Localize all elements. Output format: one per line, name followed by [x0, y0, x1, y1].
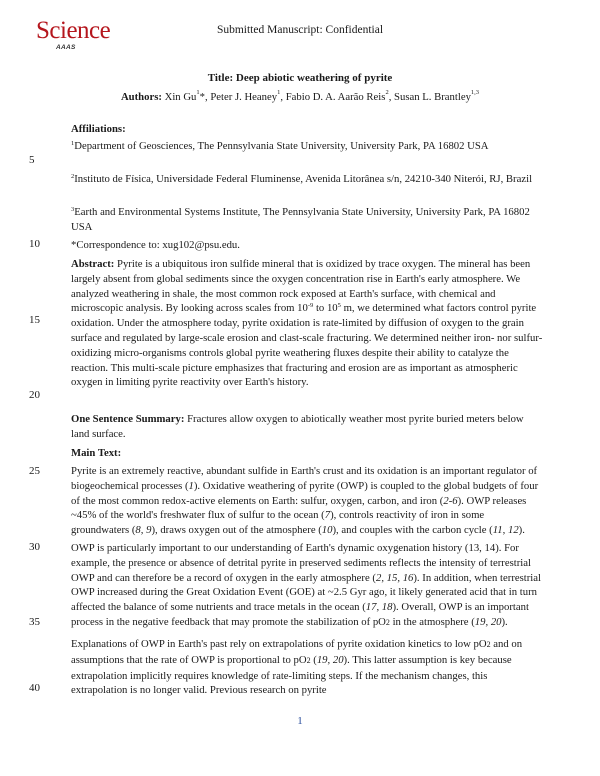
line-number: 25	[29, 465, 40, 477]
logo-aaas: AAAS	[56, 44, 76, 51]
line-number: 5	[29, 154, 35, 166]
logo-wordmark: Science	[36, 17, 111, 44]
affiliation-2: $^2$Instituto de Física, Universidade Federal Fluminense, Avenida Litorânea s/n, 24210-340 Niterói, RJ, Brazil	[71, 173, 533, 185]
author-sup: 1,3	[470, 89, 480, 96]
affiliations-heading: Affiliations:	[71, 123, 126, 135]
main-paragraph-1: Pyrite is an extremely reactive, abundant sulfide in Earth's crust and its oxidation is an important regulator of biogeochemical processes (1). Oxidative weathering of pyrite (OWP) is coupled to the global budgets of four of the most common redox-active elements on Earth: sulfur, oxygen, carbon, and iron (2-6). OWP releases ~45% of the world's freshwater flux of sulfur to the ocean (7), controls reactivity of iron in some groundwaters (8, 9), draws oxygen out of the atmosphere (10), and couples with the carbon cycle (11, 12).	[71, 465, 539, 537]
affiliation-1: $^1$Department of Geosciences, The Pennsylvania State University, University Park, PA 16802 USA	[71, 140, 489, 152]
line-number: 15	[29, 314, 40, 326]
author-list	[0, 91, 600, 103]
main-paragraph-3: Explanations of OWP in Earth's past rely on extrapolations of pyrite oxidation kinetics to low pO2 and on assumptions that the rate of OWP is proportional to pO2 (19, 20). This latter assumption is key because extrapolation implicitly requires knowledge of rate-limiting steps. If the mechanism changes, this extrapolation is no longer valid. Previous research on pyrite	[71, 638, 523, 697]
line-number: 30	[29, 541, 40, 553]
line-number: 40	[29, 682, 40, 694]
author-sup: 2	[385, 89, 389, 96]
one-sentence-summary: One Sentence Summary: Fractures allow oxygen to abiotically weather most pyrite buried meters below land surface.	[71, 413, 524, 440]
author-name: , Fabio D. A. Aarão Reis	[280, 91, 386, 103]
line-number: 35	[29, 616, 40, 628]
line-number: 10	[29, 238, 40, 250]
correspondence: *Correspondence to: xug102@psu.edu.	[71, 239, 240, 251]
author-name: , Peter J. Heaney	[204, 91, 278, 103]
abstract: Abstract: Pyrite is a ubiquitous iron sulfide mineral that is oxidized by trace oxygen. The mineral has been largely absent from global sediments since the oxygen concentration rise in Earth's early atmosphere. We analyzed weathering in shale, the most common rock exposed at Earth's surface, with chemical and microscopic analysis. By looking across scales from $10^{-9}$ to $10^5$ m, we determined what factors control pyrite oxidation. Under the atmosphere today, pyrite oxidation is rate-limited by diffusion of oxygen to the grain surface and regulated by large-scale erosion and clast-scale fracturing. We determined neither iron- nor sulfur-oxidizing micro-organisms controls global pyrite weathering fluxes despite their ability to catalyze the reaction. This multi-scale picture emphasizes that fracturing and erosion are as important as atmospheric oxygen in limiting pyrite reactivity over Earth's history.	[71, 258, 543, 389]
author-star: *	[199, 91, 205, 103]
author-name: Xin Gu	[164, 91, 197, 103]
authors-label: Authors:	[120, 91, 162, 103]
main-paragraph-2: OWP is particularly important to our understanding of Earth's dynamic oxygenation history (13, 14). For example, the presence or absence of detrital pyrite in preserved sediments reflects the intensity of terrestrial OWP and can therefore be a record of oxygen in the early atmosphere (2, 15, 16). In addition, when terrestrial OWP increased during the Great Oxidation Event (GOE) at ~2.5 Gyr ago, it likely generated acid that in turn affected the balance of some nutrients and trace metals in the ocean (17, 18). Overall, OWP is an important process in the negative feedback that may promote the stabilization of pO2 in the atmosphere (19, 20).	[71, 542, 541, 628]
affiliation-3: $^3$Earth and Environmental Systems Institute, The Pennsylvania State University, University Park, PA 16802 USA	[71, 206, 530, 233]
author-name: , Susan L. Brantley	[388, 91, 471, 103]
page-number: 1	[297, 715, 303, 727]
abstract-label: Abstract:	[71, 258, 115, 270]
page-header: Submitted Manuscript: Confidential	[216, 24, 384, 36]
author-sup: 1	[196, 89, 200, 96]
line-number: 20	[29, 389, 40, 401]
main-text-heading: Main Text:	[71, 447, 122, 459]
author-sup: 1	[277, 89, 281, 96]
summary-label: One Sentence Summary:	[71, 413, 185, 425]
paper-title: Title: Deep abiotic weathering of pyrite	[207, 72, 393, 84]
